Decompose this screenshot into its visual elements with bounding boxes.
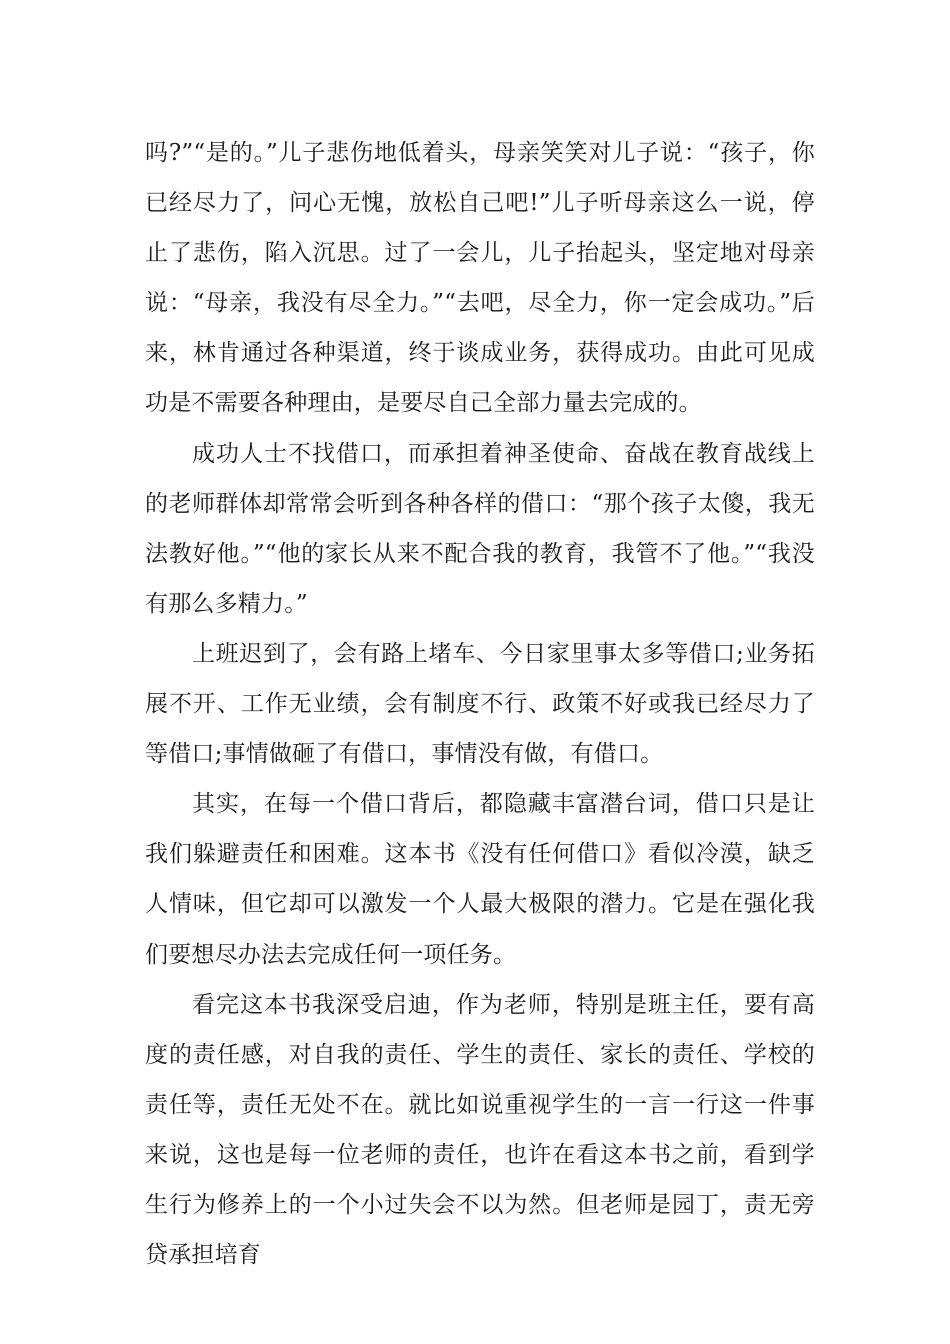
paragraph-3: 上班迟到了，会有路上堵车、今日家里事太多等借口;业务拓展不开、工作无业绩，会有制度不行、政策不好或我已经尽力了等借口;事情做砸了有借口，事情没有做，有借口。 (145, 640, 815, 768)
paragraph-2: 成功人士不找借口，而承担着神圣使命、奋战在教育战线上的老师群体却常常会听到各种各样的借口：“那个孩子太傻，我无法教好他。”“他的家长从来不配合我的教育，我管不了他。”“我没有那么多精力。” (145, 440, 815, 617)
paragraph-1: 吗?”“是的。”儿子悲伤地低着头，母亲笑笑对儿子说：“孩子，你已经尽力了，问心无愧，放松自己吧!”儿子听母亲这么一说，停止了悲伤，陷入沉思。过了一会儿，儿子抬起头，坚定地对母亲说：“母亲，我没有尽全力。”“去吧，尽全力，你一定会成功。”后来，林肯通过各种渠道，终于谈成业务，获得成功。由此可见成功是不需要各种理由，是要尽自己全部力量去完成的。 (145, 140, 815, 417)
document-body (145, 128, 815, 1280)
paragraph-4: 其实，在每一个借口背后，都隐藏丰富潜台词，借口只是让我们躲避责任和困难。这本书《没有任何借口》看似冷漠，缺乏人情味，但它却可以激发一个人最大极限的潜力。它是在强化我们要想尽办法去完成任何一项任务。 (145, 791, 815, 968)
paragraph-5: 看完这本书我深受启迪，作为老师，特别是班主任，要有高度的责任感，对自我的责任、学生的责任、家长的责任、学校的责任等，责任无处不在。就比如说重视学生的一言一行这一件事来说，这也是每一位老师的责任，也许在看这本书之前，看到学生行为修养上的一个小过失会不以为然。但老师是园丁，责无旁贷承担培育 (145, 991, 815, 1269)
